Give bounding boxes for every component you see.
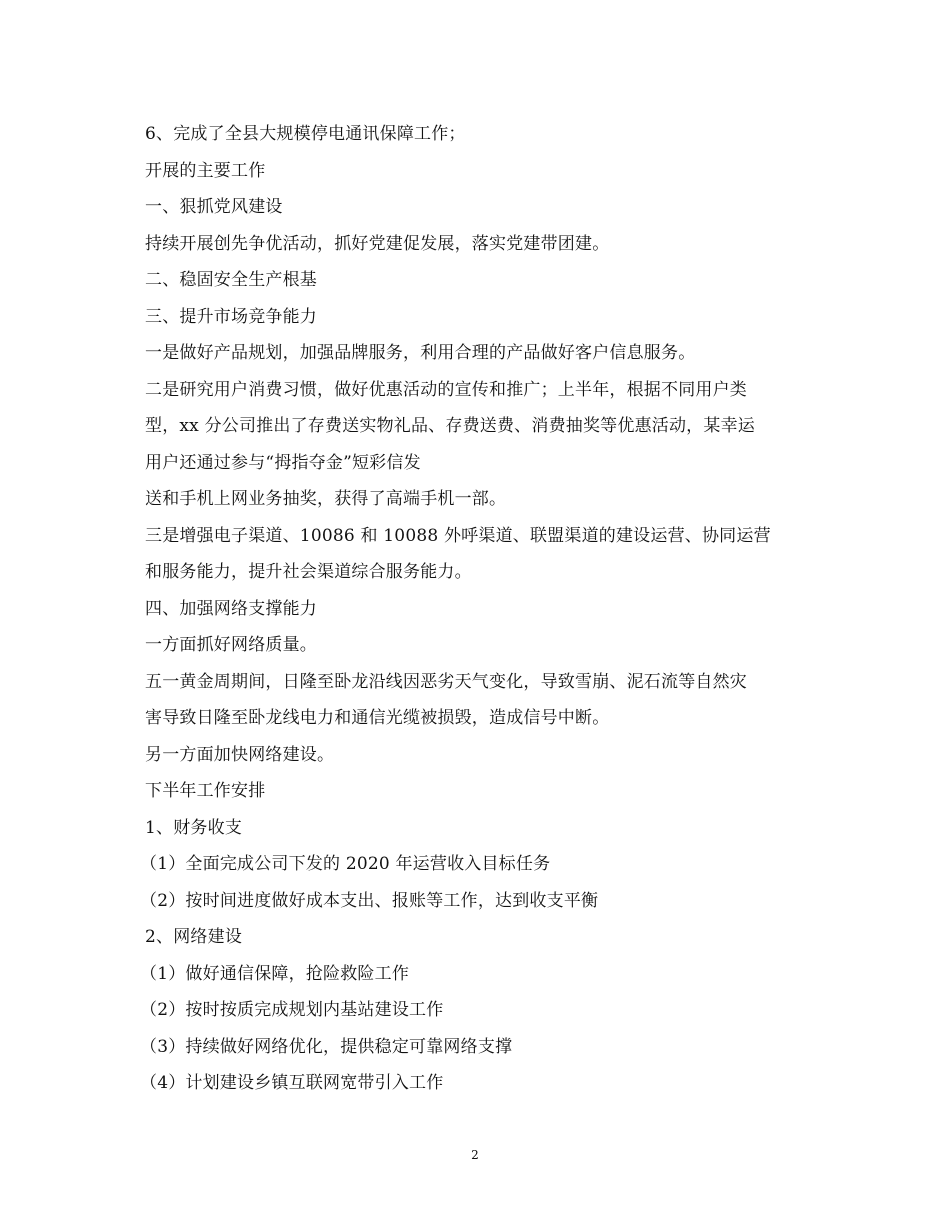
paragraph-disaster-line-1: 五一黄金周期间，日隆至卧龙沿线因恶劣天气变化，导致雪崩、泥石流等自然灾 bbox=[145, 671, 747, 692]
paragraph-consumer-habits-line-2: 型，xx 分公司推出了存费送实物礼品、存费送费、消费抽奖等优惠活动，某幸运 bbox=[145, 416, 755, 436]
list-item-network-1: （1）做好通信保障，抢险救险工作 bbox=[140, 963, 410, 984]
list-item-completed-6: 6、完成了全县大规模停电通讯保障工作； bbox=[145, 124, 466, 144]
heading-safety-production: 二、稳固安全生产根基 bbox=[145, 270, 317, 290]
paragraph-consumer-habits-line-3: 用户还通过参与“拇指夺金”短彩信发 bbox=[145, 452, 421, 473]
paragraph-disaster-line-2: 害导致日隆至卧龙线电力和通信光缆被损毁，造成信号中断。 bbox=[145, 708, 610, 728]
paragraph-channels-line-2: 和服务能力，提升社会渠道综合服务能力。 bbox=[145, 562, 472, 582]
heading-network-support: 四、加强网络支撑能力 bbox=[145, 598, 317, 619]
section-heading-second-half-plan: 下半年工作安排 bbox=[145, 781, 266, 801]
paragraph-channels-line-1: 三是增强电子渠道、10086 和 10088 外呼渠道、联盟渠道的建设运营、协同运营 bbox=[145, 525, 771, 546]
list-item-finance-2: （2）按时间进度做好成本支出、报账等工作，达到收支平衡 bbox=[140, 890, 599, 911]
heading-party-building: 一、狠抓党风建设 bbox=[145, 197, 283, 217]
paragraph-network-quality: 一方面抓好网络质量。 bbox=[145, 635, 317, 655]
paragraph-prize-draw: 送和手机上网业务抽奖，获得了高端手机一部。 bbox=[145, 489, 507, 509]
paragraph-network-construction: 另一方面加快网络建设。 bbox=[145, 744, 335, 765]
page-number: 2 bbox=[471, 1148, 479, 1162]
paragraph-product-planning: 一是做好产品规划，加强品牌服务，利用合理的产品做好客户信息服务。 bbox=[145, 343, 696, 363]
list-item-network-3: （3）持续做好网络优化，提供稳定可靠网络支撑 bbox=[140, 1036, 513, 1057]
document-body bbox=[140, 116, 810, 1102]
list-item-network-4: （4）计划建设乡镇互联网宽带引入工作 bbox=[140, 1073, 444, 1093]
paragraph-party-building: 持续开展创先争优活动，抓好党建促发展，落实党建带团建。 bbox=[145, 233, 610, 254]
paragraph-consumer-habits-line-1: 二是研究用户消费习惯，做好优惠活动的宣传和推广；上半年，根据不同用户类 bbox=[145, 379, 747, 400]
heading-finance: 1、财务收支 bbox=[145, 817, 243, 838]
list-item-finance-1: （1）全面完成公司下发的 2020 年运营收入目标任务 bbox=[140, 854, 551, 874]
list-item-network-2: （2）按时按质完成规划内基站建设工作 bbox=[140, 1000, 444, 1020]
heading-network-build: 2、网络建设 bbox=[145, 927, 243, 947]
section-heading-main-work: 开展的主要工作 bbox=[145, 160, 266, 181]
heading-market-competition: 三、提升市场竞争能力 bbox=[145, 306, 317, 327]
